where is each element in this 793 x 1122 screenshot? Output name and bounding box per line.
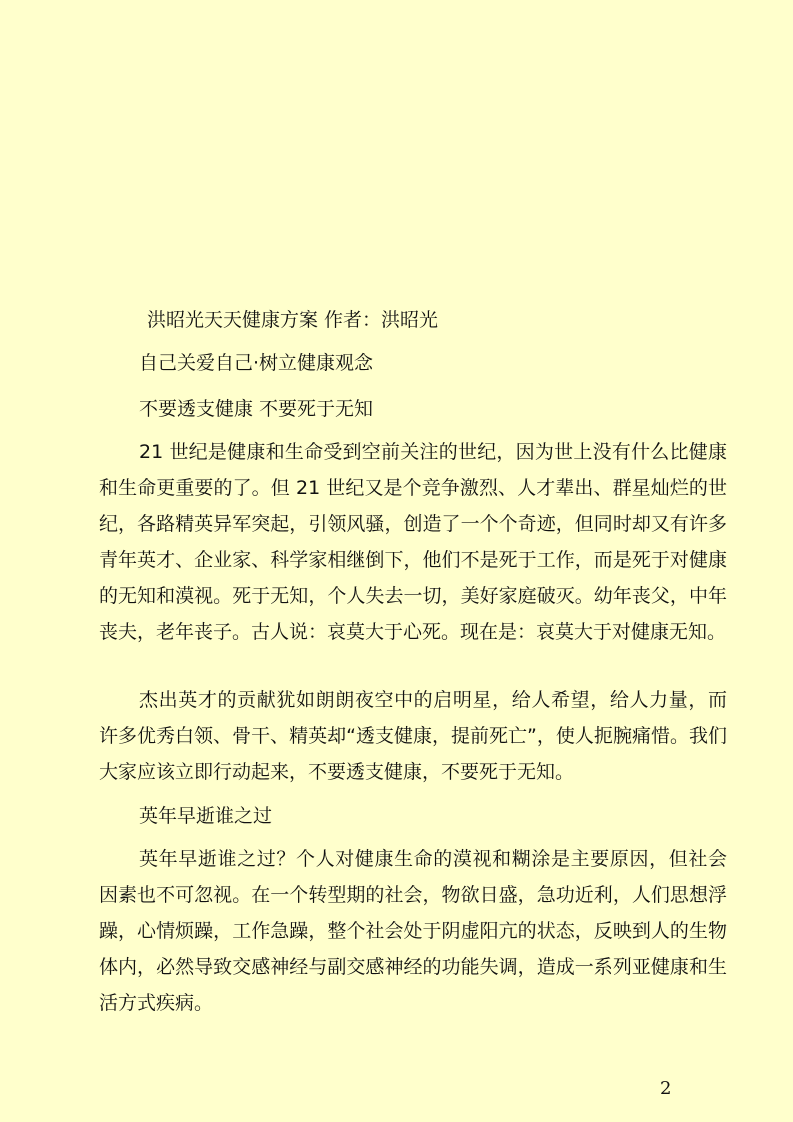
title-line: 洪昭光天天健康方案 作者：洪昭光 (147, 309, 439, 331)
page-number: 2 (660, 1078, 672, 1099)
body-paragraph-3: 英年早逝谁之过？个人对健康生命的漠视和糊涂是主要原因，但社会因素也不可忽视。在一个转型期的社会，物欲日盛，急功近利，人们思想浮躁，心情烦躁，工作急躁，整个社会处于阴虚阳亢的状态，反映到人的生物体内，必然导致交感神经与副交感神经的功能失调，造成一系列亚健康和生活方式疾病。 (99, 848, 727, 1014)
body-paragraph-1: 21 世纪是健康和生命受到空前关注的世纪，因为世上没有什么比健康和生命更重要的了。但 21 世纪又是个竞争激烈、人才辈出、群星灿烂的世纪，各路精英异军突起，引领风骚，创造了一个个奇迹，但同时却又有许多青年英才、企业家、科学家相继倒下，他们不是死于工作，而是死于对健康的无知和漠视。死于无知，个人失去一切，美好家庭破灭。幼年丧父，中年丧夫，老年丧子。古人说：哀莫大于心死。现在是：哀莫大于对健康无知。 (99, 441, 727, 643)
body-paragraph-2: 杰出英才的贡献犹如朗朗夜空中的启明星，给人希望，给人力量，而许多优秀白领、骨干、精英却“透支健康，提前死亡”，使人扼腕痛惜。我们大家应该立即行动起来，不要透支健康，不要死于无知。 (99, 689, 727, 783)
sub-heading: 不要透支健康 不要死于无知 (139, 398, 374, 420)
sub-heading-2: 英年早逝谁之过 (139, 805, 273, 827)
section-heading: 自己关爱自己·树立健康观念 (139, 352, 374, 374)
